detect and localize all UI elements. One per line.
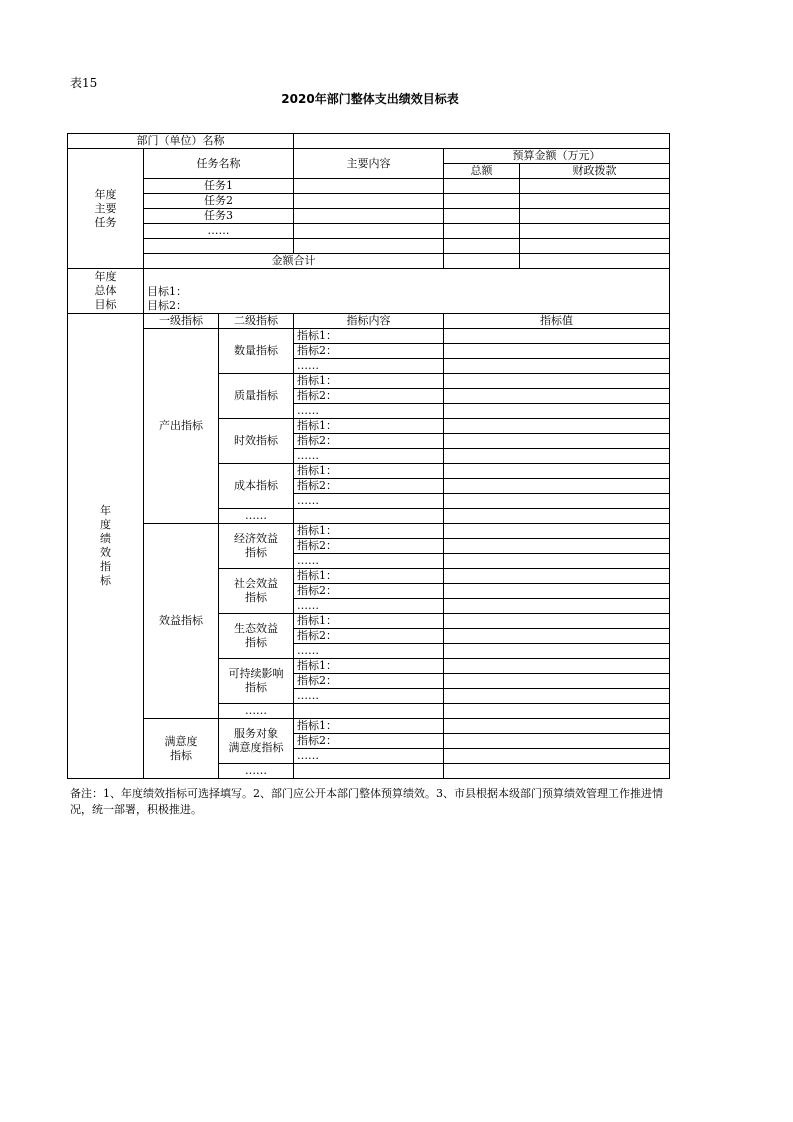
indicator-value-cell[interactable]	[444, 539, 670, 554]
indicator-value-cell[interactable]	[444, 404, 670, 419]
col-total: 总额	[444, 164, 520, 179]
quality-indicator-label: 质量指标	[219, 374, 294, 419]
input-cell[interactable]	[520, 179, 670, 194]
indicator-item[interactable]	[294, 704, 444, 719]
input-cell[interactable]	[294, 239, 444, 254]
indicator-item[interactable]: 指标1：	[294, 374, 444, 389]
indicator-item[interactable]: 指标1：	[294, 719, 444, 734]
col-level1: 一级指标	[144, 314, 219, 329]
indicator-item[interactable]: 指标1：	[294, 329, 444, 344]
indicator-item[interactable]: 指标1：	[294, 419, 444, 434]
task-name-cell: ……	[144, 224, 294, 239]
indicator-value-cell[interactable]	[444, 584, 670, 599]
indicator-item[interactable]: 指标2：	[294, 389, 444, 404]
input-cell[interactable]	[444, 239, 520, 254]
annual-goals-field[interactable]: 目标1： 目标2：	[144, 269, 670, 314]
indicator-item[interactable]: 指标2：	[294, 539, 444, 554]
input-cell[interactable]	[294, 194, 444, 209]
indicator-value-cell[interactable]	[444, 434, 670, 449]
indicator-value-cell[interactable]	[444, 719, 670, 734]
table-row	[68, 179, 670, 194]
input-cell[interactable]	[294, 224, 444, 239]
input-cell[interactable]	[294, 209, 444, 224]
indicator-item[interactable]: ……	[294, 449, 444, 464]
indicator-value-cell[interactable]	[444, 569, 670, 584]
page-title: 2020年部门整体支出绩效目标表	[281, 92, 459, 106]
annual-tasks-label: 年度 主要 任务	[68, 149, 144, 269]
indicator-item[interactable]: 指标2：	[294, 734, 444, 749]
indicator-item[interactable]: 指标1：	[294, 569, 444, 584]
input-cell[interactable]	[294, 179, 444, 194]
table-row	[68, 209, 670, 224]
indicator-value-cell[interactable]	[444, 554, 670, 569]
amount-total-label: 金额合计	[144, 254, 444, 269]
indicator-value-cell[interactable]	[444, 689, 670, 704]
col-main-content: 主要内容	[294, 149, 444, 179]
table-row	[68, 719, 670, 734]
timeliness-indicator-label: 时效指标	[219, 419, 294, 464]
table-row	[68, 194, 670, 209]
indicator-item[interactable]: 指标2：	[294, 584, 444, 599]
table-row	[68, 254, 670, 269]
indicator-value-cell[interactable]	[444, 344, 670, 359]
indicator-item[interactable]	[294, 764, 444, 779]
input-cell[interactable]	[520, 239, 670, 254]
task-name-cell: 任务3	[144, 209, 294, 224]
indicator-item[interactable]: 指标2：	[294, 674, 444, 689]
input-cell[interactable]	[444, 209, 520, 224]
indicator-item[interactable]: 指标1：	[294, 659, 444, 674]
indicator-item[interactable]: ……	[294, 494, 444, 509]
dept-name-label: 部门（单位）名称	[68, 134, 294, 149]
indicator-item[interactable]: ……	[294, 359, 444, 374]
cost-indicator-label: 成本指标	[219, 464, 294, 509]
input-cell[interactable]	[144, 239, 294, 254]
indicator-value-cell[interactable]	[444, 494, 670, 509]
indicator-value-cell[interactable]	[444, 509, 670, 524]
indicator-item[interactable]: 指标2：	[294, 479, 444, 494]
indicator-value-cell[interactable]	[444, 464, 670, 479]
annual-goals-label: 年度 总体 目标	[68, 269, 144, 314]
indicator-value-cell[interactable]	[444, 644, 670, 659]
table-row	[68, 329, 670, 344]
input-cell[interactable]	[444, 179, 520, 194]
col-task-name: 任务名称	[144, 149, 294, 179]
indicator-value-cell[interactable]	[444, 359, 670, 374]
indicator-value-cell[interactable]	[444, 749, 670, 764]
indicator-item[interactable]: 指标2：	[294, 344, 444, 359]
sustainable-impact-label: 可持续影响 指标	[219, 659, 294, 704]
indicator-value-cell[interactable]	[444, 764, 670, 779]
table-number: 表15	[70, 76, 98, 90]
indicator-value-cell[interactable]	[444, 389, 670, 404]
col-fiscal: 财政拨款	[520, 164, 670, 179]
ecological-benefit-label: 生态效益 指标	[219, 614, 294, 659]
indicator-item[interactable]: 指标2：	[294, 629, 444, 644]
economic-benefit-label: 经济效益 指标	[219, 524, 294, 569]
indicator-item[interactable]: 指标1：	[294, 524, 444, 539]
indicator-item[interactable]	[294, 509, 444, 524]
footnote: 备注：1、年度绩效指标可选择填写。2、部门应公开本部门整体预算绩效。3、市县根据本级部门预算绩效管理工作推进情况，统一部署，积极推进。	[70, 787, 663, 816]
input-cell[interactable]	[520, 209, 670, 224]
input-cell[interactable]	[520, 224, 670, 239]
annual-indicators-label: 年 度 绩 效 指 标	[68, 314, 144, 779]
indicator-value-cell[interactable]	[444, 479, 670, 494]
table-row	[68, 224, 670, 239]
indicator-value-cell[interactable]	[444, 674, 670, 689]
indicator-item[interactable]: 指标1：	[294, 464, 444, 479]
col-indicator-content: 指标内容	[294, 314, 444, 329]
indicator-value-cell[interactable]	[444, 374, 670, 389]
col-indicator-value: 指标值	[444, 314, 670, 329]
input-cell[interactable]	[520, 254, 670, 269]
indicator-item[interactable]: ……	[294, 689, 444, 704]
more-level2-cell: ……	[219, 764, 294, 779]
table-row	[68, 524, 670, 539]
indicator-item[interactable]: ……	[294, 554, 444, 569]
indicator-item[interactable]: ……	[294, 599, 444, 614]
table-row	[68, 239, 670, 254]
more-level2-cell: ……	[219, 704, 294, 719]
output-indicators-label: 产出指标	[144, 329, 219, 524]
indicator-item[interactable]: 指标2：	[294, 434, 444, 449]
indicator-value-cell[interactable]	[444, 704, 670, 719]
more-level2-cell: ……	[219, 509, 294, 524]
indicator-value-cell[interactable]	[444, 449, 670, 464]
performance-target-table	[67, 133, 670, 779]
indicator-item[interactable]: ……	[294, 749, 444, 764]
indicator-value-cell[interactable]	[444, 419, 670, 434]
task-name-cell: 任务2	[144, 194, 294, 209]
indicator-item[interactable]: ……	[294, 644, 444, 659]
indicator-value-cell[interactable]	[444, 629, 670, 644]
social-benefit-label: 社会效益 指标	[219, 569, 294, 614]
col-budget-amount: 预算金额（万元）	[444, 149, 670, 164]
indicator-value-cell[interactable]	[444, 329, 670, 344]
indicator-value-cell[interactable]	[444, 659, 670, 674]
indicator-value-cell[interactable]	[444, 599, 670, 614]
indicator-value-cell[interactable]	[444, 614, 670, 629]
indicator-value-cell[interactable]	[444, 524, 670, 539]
input-cell[interactable]	[520, 194, 670, 209]
satisfaction-indicators-label: 满意度 指标	[144, 719, 219, 779]
input-cell[interactable]	[444, 254, 520, 269]
quantity-indicator-label: 数量指标	[219, 329, 294, 374]
service-satisfaction-label: 服务对象 满意度指标	[219, 719, 294, 764]
benefit-indicators-label: 效益指标	[144, 524, 219, 719]
indicator-value-cell[interactable]	[444, 734, 670, 749]
input-cell[interactable]	[444, 224, 520, 239]
indicator-item[interactable]: 指标1：	[294, 614, 444, 629]
input-cell[interactable]	[444, 194, 520, 209]
indicator-item[interactable]: ……	[294, 404, 444, 419]
dept-name-field[interactable]	[294, 134, 670, 149]
task-name-cell: 任务1	[144, 179, 294, 194]
col-level2: 二级指标	[219, 314, 294, 329]
